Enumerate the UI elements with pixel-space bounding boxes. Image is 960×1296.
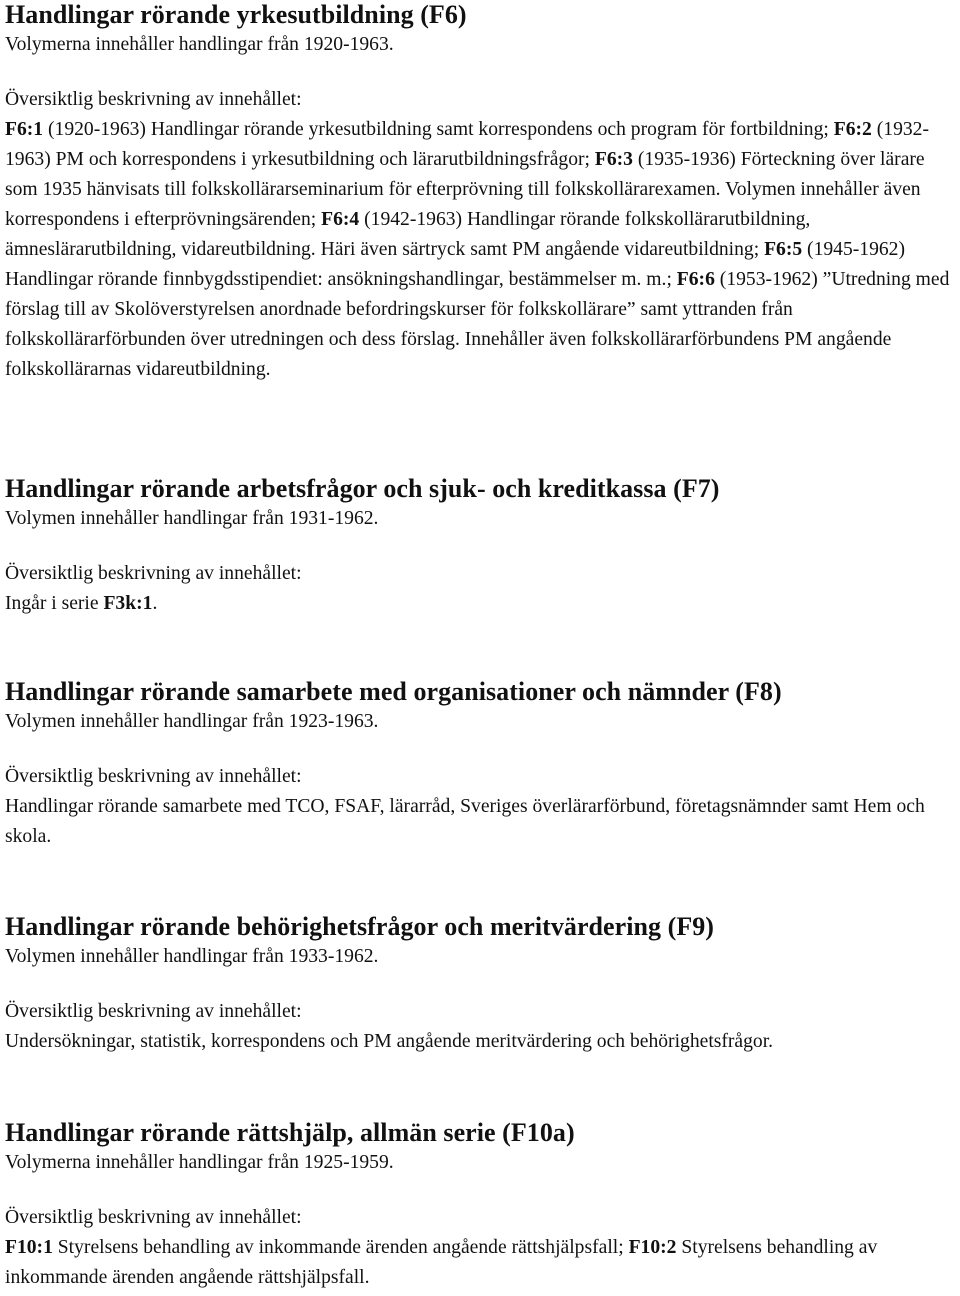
series-code: F3k:1: [103, 593, 153, 614]
section-f6: [5, 0, 956, 385]
segment-text: .: [152, 593, 158, 614]
overview-label: Översiktlig beskrivning av innehållet:: [5, 766, 302, 787]
volume-note: Volymerna innehåller handlingar från 1920-1963.: [5, 34, 394, 55]
section-f9: [5, 912, 956, 1057]
section-f8: [5, 677, 956, 852]
volume-note: Volymen innehåller handlingar från 1933-1962.: [5, 946, 379, 967]
series-code: F10:2: [628, 1237, 677, 1258]
overview-text: [5, 589, 956, 619]
section-f10a: [5, 1118, 956, 1293]
section-title: Handlingar rörande samarbete med organisationer och nämnder (F8): [5, 677, 782, 706]
segment-text: Styrelsens behandling av inkommande ärenden angående rättshjälpsfall;: [52, 1237, 629, 1258]
segment-text: (1932-1963) PM och korrespondens i yrkesutbildning och lärarutbildningsfrågor;: [5, 119, 929, 170]
volume-note: Volymen innehåller handlingar från 1923-1963.: [5, 711, 379, 732]
series-code: F6:6: [676, 269, 715, 290]
series-code: F6:4: [321, 209, 360, 230]
section-f7: [5, 474, 956, 619]
segment-text: (1920-1963) Handlingar rörande yrkesutbildning samt korrespondens och program för fortbildning;: [43, 119, 834, 140]
section-title: Handlingar rörande yrkesutbildning (F6): [5, 0, 467, 29]
volume-note: Volymen innehåller handlingar från 1931-1962.: [5, 508, 379, 529]
overview-text: Undersökningar, statistik, korrespondens och PM angående meritvärdering och behörighetsfrågor.: [5, 1031, 774, 1052]
section-title: Handlingar rörande arbetsfrågor och sjuk- och kreditkassa (F7): [5, 474, 720, 503]
segment-text: Ingår i serie: [5, 593, 104, 614]
overview-label: Översiktlig beskrivning av innehållet:: [5, 563, 302, 584]
series-code: F6:5: [764, 239, 803, 260]
overview-text: [5, 115, 956, 385]
segment-text: (1942-1963) Handlingar rörande folkskollärarutbildning, ämneslärarutbildning, vidareutbildning. Häri även särtryck samt PM angående vidareutbildning;: [5, 209, 811, 260]
overview-label: Översiktlig beskrivning av innehållet:: [5, 1207, 302, 1228]
series-code: F10:1: [5, 1237, 53, 1258]
segment-text: (1945-1962) Handlingar rörande finnbygdsstipendiet: ansökningshandlingar, bestämmelser m. m.;: [5, 239, 906, 290]
overview-label: Översiktlig beskrivning av innehållet:: [5, 89, 302, 110]
overview-text: Handlingar rörande samarbete med TCO, FSAF, lärarråd, Sveriges överlärarförbund, företagsnämnder samt Hem och skola.: [5, 796, 925, 847]
series-code: F6:2: [833, 119, 872, 140]
segment-text: (1935-1936) Förteckning över lärare som 1935 hänvisats till folkskollärarseminarium för efterprövning till folkskollärarexamen. Volymen innehåller även korrespondens i efterprövningsärenden;: [5, 149, 925, 230]
segment-text: Styrelsens behandling av inkommande ärenden angående rättshjälpsfall.: [5, 1237, 878, 1288]
overview-text: [5, 1233, 956, 1293]
series-code: F6:3: [594, 149, 633, 170]
overview-label: Översiktlig beskrivning av innehållet:: [5, 1001, 302, 1022]
volume-note: Volymerna innehåller handlingar från 1925-1959.: [5, 1152, 394, 1173]
segment-text: (1953-1962) ”Utredning med förslag till av Skolöverstyrelsen anordnade befordringskurser för folkskollärare” samt yttranden från folkskollärarförbunden över utredningen och dess förslag. Innehåller även folkskollärarförbundens PM angående folkskollärarnas vidareutbildning.: [5, 269, 950, 380]
section-title: Handlingar rörande behörighetsfrågor och meritvärdering (F9): [5, 912, 715, 941]
section-title: Handlingar rörande rättshjälp, allmän serie (F10a): [5, 1118, 575, 1147]
series-code: F6:1: [5, 119, 44, 140]
